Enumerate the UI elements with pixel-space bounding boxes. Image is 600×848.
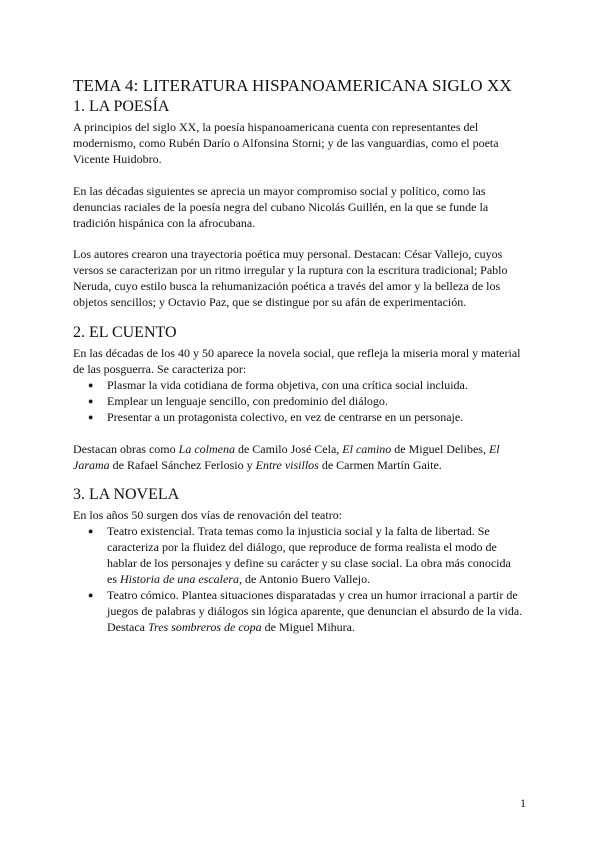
paragraph-poesia-3 [73, 246, 529, 310]
text-line: modernismo, como Rubén Darío o Alfonsina Storni; y de las vanguardias, como el poeta [73, 136, 499, 150]
text-line: de las posguerra. Se caracteriza por: [73, 362, 247, 376]
book-title: Jarama [73, 458, 110, 472]
text-line: Los autores crearon una trayectoria poética muy personal. Destacan: César Vallejo, cuyos [73, 247, 503, 261]
page-number: 1 [520, 796, 526, 810]
text-line: denuncias raciales de la poesía negra del cubano Nicolás Guillén, en la que se funde la [73, 200, 489, 214]
paragraph-cuento-intro [73, 345, 529, 377]
book-title: La colmena [178, 442, 235, 456]
text-line: A principios del siglo XX, la poesía hispanoamericana cuenta con representantes del [73, 120, 479, 134]
text-line: En las décadas de los 40 y 50 aparece la novela social, que refleja la miseria moral y material [73, 346, 521, 360]
book-title: Entre visillos [255, 458, 319, 472]
text-line: versos se caracterizan por un ritmo irregular y la ruptura con la escritura tradicional; Pablo [73, 263, 508, 277]
text-line: objetos sencillos; y Octavio Paz, que se distingue por su afán de experimentación. [73, 295, 467, 309]
text-line: Destacan obras como La colmena de Camilo José Cela, El camino de Miguel Delibes, El [73, 442, 500, 456]
section-heading-poesia: 1. LA POESÍA [73, 98, 170, 115]
paragraph-novela-intro [73, 507, 529, 523]
book-title: El camino [342, 442, 392, 456]
book-title: Tres sombreros de copa [147, 620, 262, 634]
paragraph-cuento-works [73, 441, 529, 473]
text-line: Neruda, cuyo estilo busca la rehumanización poética a través del amor y la belleza de los [73, 279, 501, 293]
book-title: El [488, 442, 500, 456]
list-item: ● Teatro existencial. Trata temas como la injusticia social y la falta de libertad. Se caracteriza por la fluidez del diálogo, que reproduce de forma realista el modo de hablar de los personajes y define su carácter y su clase social. La obra más conocida es Historia de una escalera, de Antonio Buero Vallejo. [73, 523, 522, 587]
text-line: En las décadas siguientes se aprecia un mayor compromiso social y político, como las [73, 184, 486, 198]
paragraph-poesia-1 [73, 119, 529, 167]
paragraph-poesia-2 [73, 183, 529, 231]
book-title: Historia de una escalera [120, 572, 239, 586]
bullet-list-cuento [73, 377, 468, 425]
section-heading-novela: 3. LA NOVELA [73, 486, 180, 503]
bullet-list-novela [73, 523, 522, 635]
list-item: ● Presentar a un protagonista colectivo, en vez de centrarse en un personaje. [73, 409, 468, 425]
text-line: Jarama de Rafael Sánchez Ferlosio y Entre visillos de Carmen Martín Gaite. [73, 458, 442, 472]
list-item: ● Emplear un lenguaje sencillo, con predominio del diálogo. [73, 393, 468, 409]
text-line: Vicente Huidobro. [73, 152, 162, 166]
section-heading-cuento: 2. EL CUENTO [73, 324, 177, 341]
list-item: ● Plasmar la vida cotidiana de forma objetiva, con una crítica social incluida. [73, 377, 468, 393]
list-item: ● Teatro cómico. Plantea situaciones disparatadas y crea un humor irracional a partir de juegos de palabras y diálogos sin lógica aparente, que denuncian el absurdo de la vida. Destaca Tres sombreros de copa de Miguel Mihura. [73, 587, 522, 635]
page-title: TEMA 4: LITERATURA HISPANOAMERICANA SIGLO XX [73, 76, 512, 95]
text-line: tradición hispánica con la afrocubana. [73, 216, 256, 230]
text-line: En los años 50 surgen dos vías de renovación del teatro: [73, 508, 343, 522]
